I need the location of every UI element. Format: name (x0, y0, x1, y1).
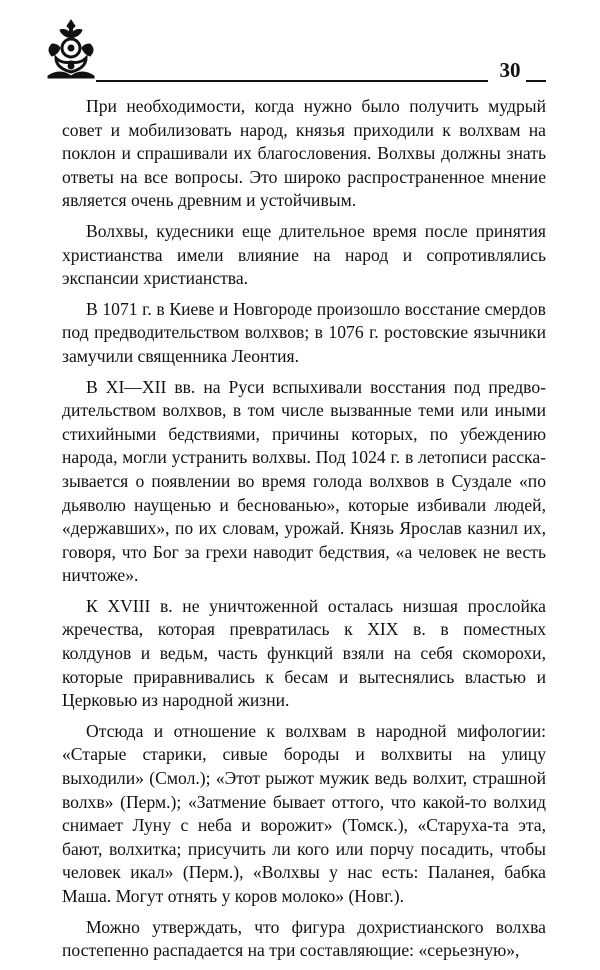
paragraph: К XVIII в. не уничтоженной осталась низшая прослойка жречества, которая превратилась к XIX в. в поместных колдунов и ведьм, часть функций взяли на себя скоморохи, которые приравнивались к бесам и вытеснялись властью и Церковью из народной жизни. (62, 595, 546, 711)
paragraph: При необходимости, когда нужно было получить мудрый совет и мобилизовать народ, князья приходили к волхвам на поклон и спрашивали их благословения. Волхвы должны знать ответы на все вопросы. Это широко распространенное мнение является очень древним и устойчивым. (62, 96, 546, 211)
paragraph: В 1071 г. в Киеве и Новгороде произошло восстание смердов под предводительством волхвов; в 1076 г. ростовские язычники замучили священника Леонтия. (62, 298, 546, 366)
paragraph: Отсюда и отношение к волхвам в народной мифологии: «Старые старики, сивые бороды и волхвиты на улицу выходили» (Смол.); «Этот рыжот мужик ведь волхит, страшной волхв» (Перм.); «Затмение бывает оттого, что какой-то волхид снимает Луну с неба и ворожит» (Томск.), «Старуха-та эта, бают, волхитка; присучить ли кого или порчу посадить, чтобы человек икал» (Перм.), «Волхвы у нас есть: Паланея, бабка Маша. Могут отнять у коров молоко» (Новг.). (62, 720, 546, 906)
header-rule-tail (526, 80, 546, 82)
paragraph: Волхвы, кудесники еще длительное время после принятия христианства имели влияние на народ и сопротивлялись экспансии христианства. (62, 220, 546, 289)
paragraph: В XI—XII вв. на Руси вспыхивали восстания под предводительством волхвов, в том числе вызванные теми или иными стихийными бедствиями, причины которых, по убеждению народа, могли устранить волхвы. Под 1024 г. в летописи рассказывается о появлении во время голода волхвов в Суздале «по дьяволю наущенью и беснованью», которые избивали людей, «державших», по их словам, урожай. Князь Ярослав казнил их, говоря, что Бог за грехи наводит бедствия, «а человек не весть ничтоже». (62, 376, 546, 586)
page-number: 30 (499, 58, 521, 82)
body-text (62, 95, 546, 970)
ornament-emblem-icon (42, 18, 100, 80)
paragraph: Можно утверждать, что фигура дохристианского волхва постепенно распадается на три составляющие: «серьезную», (62, 916, 546, 961)
header-rule (96, 80, 488, 82)
